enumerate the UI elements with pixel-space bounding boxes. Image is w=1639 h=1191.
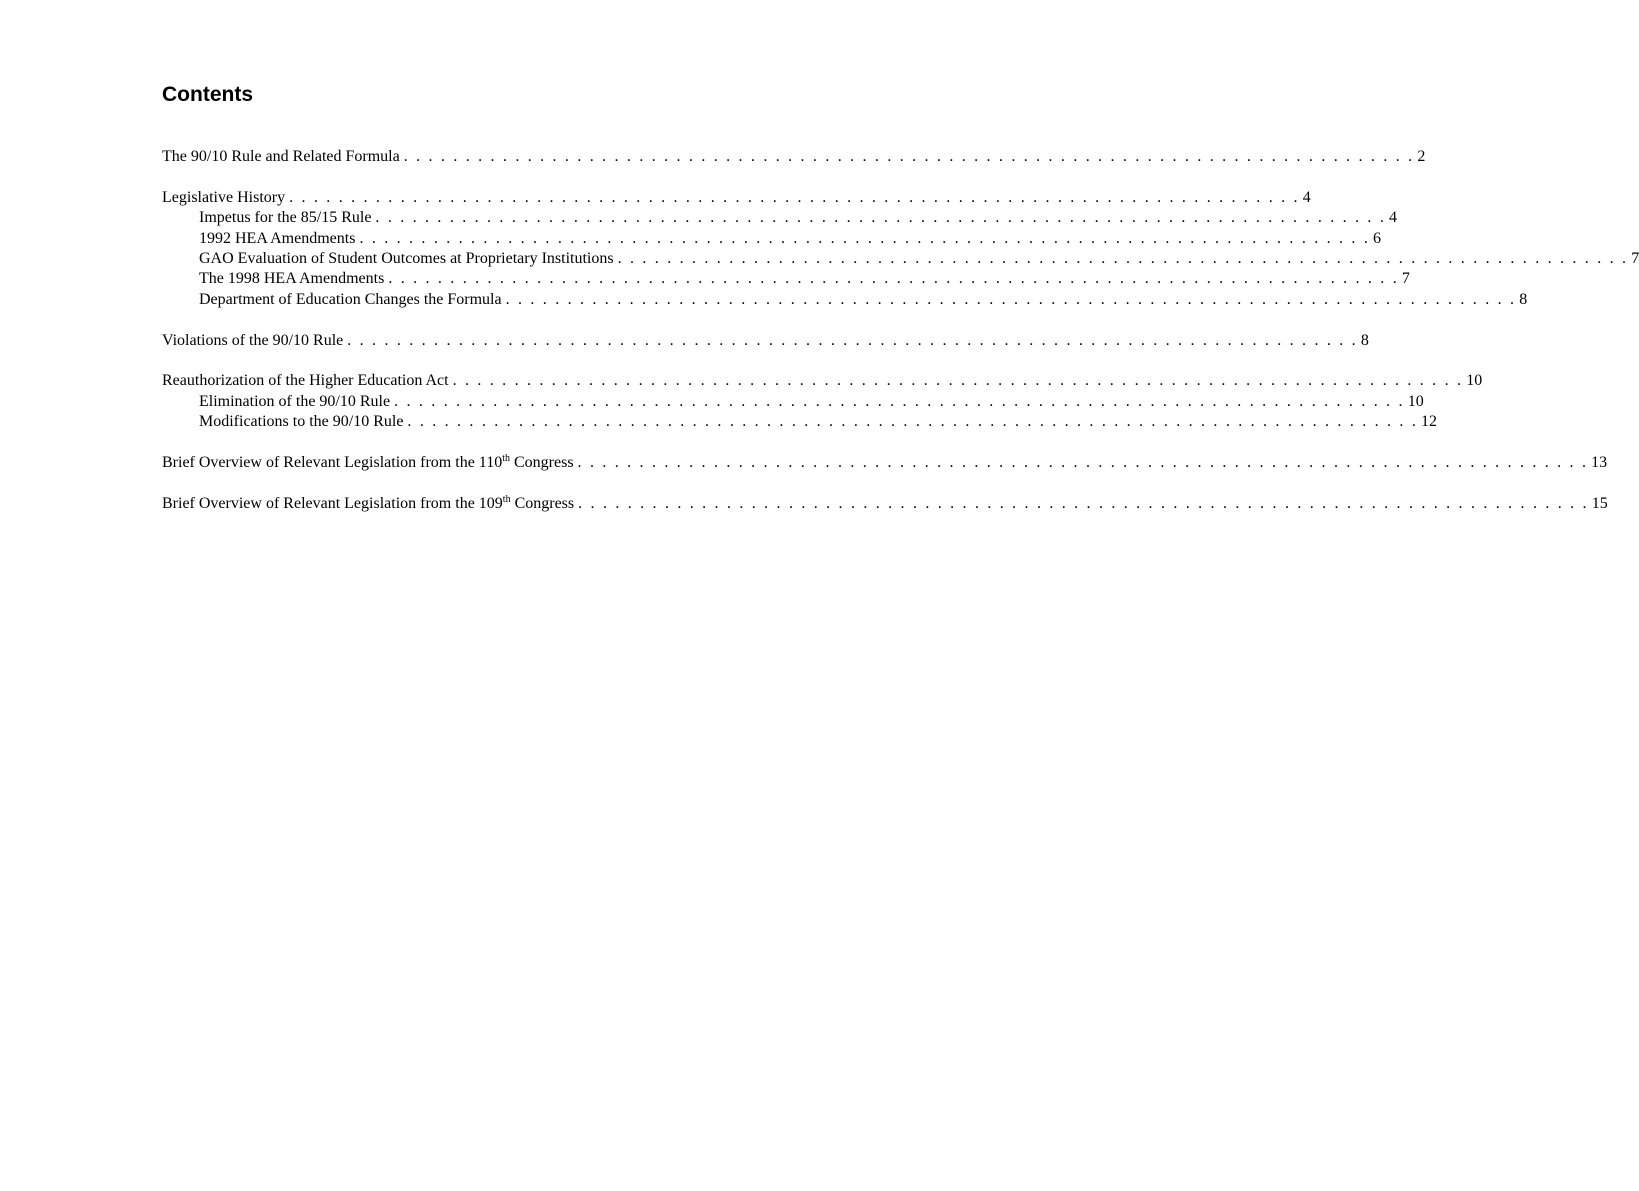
table-of-contents <box>162 147 1639 535</box>
toc-entry[interactable] <box>162 453 1608 473</box>
toc-entry[interactable] <box>162 331 1369 351</box>
toc-page-number: 4 <box>1389 209 1398 227</box>
toc-subentry[interactable] <box>162 208 1398 228</box>
contents-heading: Contents <box>162 83 253 106</box>
toc-group <box>162 493 1608 514</box>
toc-page-number: 15 <box>1591 494 1608 512</box>
dot-leader: . . . . . . . . . . . . . . . . . . . . . . . . . . . . . . . . . . . . . . . . . . . . . . . . . . . . . . . . . . . . . . . . . . . . . . . . . . . . . . . . . . <box>289 188 1300 206</box>
toc-entry-title <box>162 494 574 514</box>
toc-page-number: 6 <box>1373 229 1382 247</box>
dot-leader: . . . . . . . . . . . . . . . . . . . . . . . . . . . . . . . . . . . . . . . . . . . . . . . . . . . . . . . . . . . . . . . . . . . . . . . . . . . . . . . . . . <box>452 372 1464 390</box>
dot-leader: . . . . . . . . . . . . . . . . . . . . . . . . . . . . . . . . . . . . . . . . . . . . . . . . . . . . . . . . . . . . . . . . . . . . . . . . . . . . . . . . . . <box>407 413 1419 431</box>
toc-page-number: 2 <box>1417 148 1426 165</box>
toc-entry[interactable] <box>162 188 1311 208</box>
dot-leader: . . . . . . . . . . . . . . . . . . . . . . . . . . . . . . . . . . . . . . . . . . . . . . . . . . . . . . . . . . . . . . . . . . . . . . . . . . . . . . . . . . <box>577 454 1589 472</box>
dot-leader: . . . . . . . . . . . . . . . . . . . . . . . . . . . . . . . . . . . . . . . . . . . . . . . . . . . . . . . . . . . . . . . . . . . . . . . . . . . . . . . . . . <box>375 209 1387 227</box>
toc-title-text: Brief Overview of Relevant Legislation from the 109 <box>162 494 503 512</box>
toc-entry[interactable] <box>162 371 1483 391</box>
toc-page-number: 8 <box>1360 331 1369 349</box>
dot-leader: . . . . . . . . . . . . . . . . . . . . . . . . . . . . . . . . . . . . . . . . . . . . . . . . . . . . . . . . . . . . . . . . . . . . . . . . . . . . . . . . . . <box>505 290 1517 308</box>
toc-subentry[interactable] <box>162 412 1438 432</box>
dot-leader: . . . . . . . . . . . . . . . . . . . . . . . . . . . . . . . . . . . . . . . . . . . . . . . . . . . . . . . . . . . . . . . . . . . . . . . . . . . . . . . . . . <box>347 331 1358 349</box>
toc-entry[interactable] <box>162 147 1426 167</box>
toc-entry-title: Violations of the 90/10 Rule <box>162 331 344 349</box>
toc-entry-title: Elimination of the 90/10 Rule <box>199 392 391 410</box>
toc-entry-title: GAO Evaluation of Student Outcomes at Proprietary Institutions <box>199 250 614 268</box>
toc-group <box>162 331 1369 351</box>
toc-entry-title <box>162 453 574 473</box>
toc-entry-title: Department of Education Changes the Formula <box>199 290 502 308</box>
toc-group <box>162 188 1639 310</box>
dot-leader: . . . . . . . . . . . . . . . . . . . . . . . . . . . . . . . . . . . . . . . . . . . . . . . . . . . . . . . . . . . . . . . . . . . . . . . . . . . . . . . . . . <box>388 270 1399 288</box>
toc-page-number: 8 <box>1519 290 1528 308</box>
toc-entry-title: Impetus for the 85/15 Rule <box>199 209 372 227</box>
toc-entry-title: 1992 HEA Amendments <box>199 229 356 247</box>
toc-subentry[interactable] <box>162 229 1382 249</box>
dot-leader: . . . . . . . . . . . . . . . . . . . . . . . . . . . . . . . . . . . . . . . . . . . . . . . . . . . . . . . . . . . . . . . . . . . . . . . . . . . . . . . . . . <box>403 148 1415 165</box>
toc-title-text: Congress <box>510 494 575 512</box>
toc-group <box>162 371 1483 432</box>
toc-page-number: 13 <box>1591 454 1608 472</box>
toc-subentry[interactable] <box>162 290 1528 310</box>
ordinal-suffix: th <box>502 493 511 505</box>
toc-page-number: 7 <box>1401 270 1410 288</box>
toc-entry-title: Modifications to the 90/10 Rule <box>199 413 404 431</box>
toc-subentry[interactable] <box>162 249 1639 269</box>
toc-entry-title: The 90/10 Rule and Related Formula <box>162 148 400 165</box>
dot-leader: . . . . . . . . . . . . . . . . . . . . . . . . . . . . . . . . . . . . . . . . . . . . . . . . . . . . . . . . . . . . . . . . . . . . . . . . . . . . . . . . . . <box>617 250 1629 268</box>
toc-title-text: Congress <box>509 454 574 472</box>
toc-entry[interactable] <box>162 493 1608 514</box>
toc-page-number: 7 <box>1631 250 1639 268</box>
toc-group <box>162 147 1426 167</box>
toc-page-number: 10 <box>1466 372 1483 390</box>
ordinal-suffix: th <box>502 453 510 465</box>
toc-group <box>162 453 1608 473</box>
toc-title-text: Brief Overview of Relevant Legislation from the 110 <box>162 454 503 472</box>
toc-page-number: 12 <box>1421 413 1438 431</box>
dot-leader: . . . . . . . . . . . . . . . . . . . . . . . . . . . . . . . . . . . . . . . . . . . . . . . . . . . . . . . . . . . . . . . . . . . . . . . . . . . . . . . . . . <box>359 229 1371 247</box>
toc-page-number: 4 <box>1302 188 1311 206</box>
dot-leader: . . . . . . . . . . . . . . . . . . . . . . . . . . . . . . . . . . . . . . . . . . . . . . . . . . . . . . . . . . . . . . . . . . . . . . . . . . . . . . . . . . <box>394 392 1405 410</box>
toc-entry-title: The 1998 HEA Amendments <box>199 270 385 288</box>
toc-page-number: 10 <box>1407 392 1424 410</box>
toc-entry-title: Legislative History <box>162 188 286 206</box>
toc-subentry[interactable] <box>162 392 1424 412</box>
toc-entry-title: Reauthorization of the Higher Education Act <box>162 372 449 390</box>
toc-subentry[interactable] <box>162 269 1410 289</box>
dot-leader: . . . . . . . . . . . . . . . . . . . . . . . . . . . . . . . . . . . . . . . . . . . . . . . . . . . . . . . . . . . . . . . . . . . . . . . . . . . . . . . . . . <box>578 494 1589 512</box>
